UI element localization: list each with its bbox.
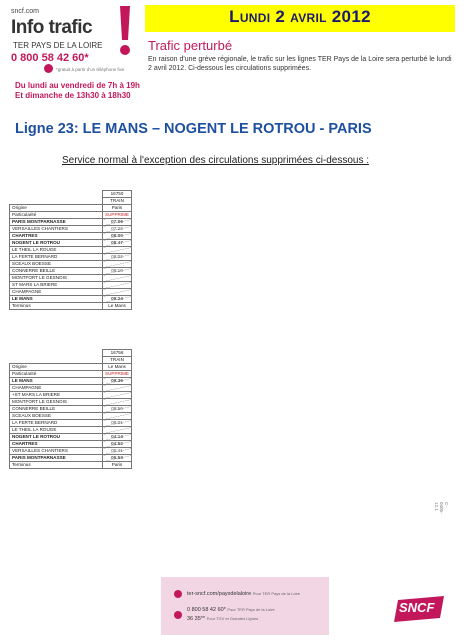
- table-row: [10, 427, 132, 434]
- notice-date: Lundi 2 avril 2012: [229, 7, 371, 26]
- table-row: [10, 434, 132, 441]
- footer-phone2-note: Pour TGV et Grandes Lignes: [206, 616, 259, 621]
- table-row: [10, 462, 132, 469]
- footer-phone2: [187, 616, 258, 622]
- departure-time: SUPPRIME: [103, 371, 132, 378]
- departure-time: [103, 427, 132, 434]
- departure-time: [103, 289, 132, 296]
- table-row: [10, 420, 132, 427]
- train-label: TRAIN: [103, 198, 132, 205]
- train-label: TRAIN: [103, 357, 132, 364]
- departure-time: 04:14: [103, 434, 132, 441]
- departure-time: 05:53: [103, 455, 132, 462]
- station-name: LA FERTE BERNARD: [10, 420, 103, 427]
- table-row: [10, 296, 132, 303]
- document-code: C-0405-12.1: [434, 502, 449, 514]
- station-name: PARIS MONTPARNASSE: [10, 219, 103, 226]
- footer-phone: [187, 607, 275, 613]
- table-row: [10, 441, 132, 448]
- timetable-1: [9, 190, 132, 310]
- phone-icon: [174, 611, 182, 619]
- table-row: [10, 254, 132, 261]
- station-name: CONNERRE BEILLE: [10, 268, 103, 275]
- station-name: SCEAUX BOESSE: [10, 261, 103, 268]
- station-name: CHARTRES: [10, 441, 103, 448]
- station-name: LE MANS: [10, 378, 103, 385]
- departure-time: Paris: [103, 205, 132, 212]
- table-row: [10, 303, 132, 310]
- train-number: 16756: [103, 350, 132, 357]
- departure-time: 07:22: [103, 226, 132, 233]
- site-name: sncf.com: [11, 8, 40, 15]
- contact-footer: [161, 577, 329, 635]
- departure-time: Paris: [103, 462, 132, 469]
- station-name: CONNERRE BEILLE: [10, 406, 103, 413]
- station-name: NOGENT LE ROTROU: [10, 240, 103, 247]
- station-name: ST MARS LA BRIERE: [10, 282, 103, 289]
- phone-number: 0 800 58 42 60*: [11, 52, 89, 64]
- table-row: [10, 448, 132, 455]
- phone-note: *gratuit à partir d'un téléphone fixe: [56, 67, 125, 72]
- footer-phone2-number: 36 35**: [187, 616, 206, 622]
- blank-cell: [10, 191, 103, 198]
- station-name: Origine: [10, 364, 103, 371]
- departure-time: [103, 399, 132, 406]
- footer-web[interactable]: [187, 591, 300, 597]
- station-name: CHAMPAGNE: [10, 289, 103, 296]
- web-icon: [174, 590, 182, 598]
- notice-description: En raison d'une grève régionale, le trafic sur les lignes TER Pays de la Loire sera perturbé le lundi 2 avril 2012. Ci-dessous les circulations supprimées.: [148, 56, 452, 72]
- traffic-status: Trafic perturbé: [148, 38, 233, 53]
- station-name: MONTFORT LE GESNOIS: [10, 275, 103, 282]
- blank-cell: [10, 350, 103, 357]
- phone-icon: [44, 64, 53, 73]
- departure-time: 09:02: [103, 254, 132, 261]
- timetable-2: [9, 349, 132, 469]
- departure-time: [103, 261, 132, 268]
- table-row: [10, 219, 132, 226]
- table-row: [10, 406, 132, 413]
- table-row: [10, 261, 132, 268]
- station-name: LA FERTE BERNARD: [10, 254, 103, 261]
- station-name: VERSAILLES CHANTIERS: [10, 226, 103, 233]
- footer-web-url[interactable]: ter-sncf.com/paysdelaloire: [187, 591, 252, 597]
- station-name: LE THEIL LA ROUGE: [10, 247, 103, 254]
- station-name: Particularité: [10, 371, 103, 378]
- departure-time: 04:52: [103, 441, 132, 448]
- train-number: 16750: [103, 191, 132, 198]
- station-name: CHAMPAGNE: [10, 385, 103, 392]
- opening-hours-sunday: Et dimanche de 13h30 à 18h30: [15, 91, 131, 100]
- table-row: [10, 205, 132, 212]
- table-row: [10, 371, 132, 378]
- station-name: VERSAILLES CHANTIERS: [10, 448, 103, 455]
- departure-time: Le Mans: [103, 303, 132, 310]
- departure-time: Le Mans: [103, 364, 132, 371]
- departure-time: 08:47: [103, 240, 132, 247]
- table-row: [10, 275, 132, 282]
- departure-time: 09:01: [103, 420, 132, 427]
- station-name: SCEAUX BOESSE: [10, 413, 103, 420]
- table-row: [10, 385, 132, 392]
- service-note: Service normal à l'exception des circulations supprimées ci-dessous :: [62, 155, 370, 166]
- station-name: Terminus: [10, 462, 103, 469]
- departure-time: [103, 392, 132, 399]
- table-row: [10, 392, 132, 399]
- table-row: [10, 233, 132, 240]
- station-name: NOGENT LE ROTROU: [10, 434, 103, 441]
- station-name: LE MANS: [10, 296, 103, 303]
- departure-time: 09:10: [103, 268, 132, 275]
- table-row: [10, 247, 132, 254]
- region-name: TER PAYS DE LA LOIRE: [13, 41, 103, 50]
- footer-phone-number: 0 800 58 42 60*: [187, 607, 226, 613]
- departure-time: [103, 282, 132, 289]
- departure-time: 08:00: [103, 233, 132, 240]
- brand-title: Info trafic: [11, 17, 93, 38]
- sncf-logo-text: SNCF: [399, 600, 435, 615]
- station-name: CHARTRES: [10, 233, 103, 240]
- footer-web-note: Pour TER Pays de la Loire: [252, 591, 301, 596]
- table-row: [10, 399, 132, 406]
- station-name: PARIS MONTPARNASSE: [10, 455, 103, 462]
- station-name: Terminus: [10, 303, 103, 310]
- exclamation-icon: [117, 6, 133, 58]
- table-row: [10, 212, 132, 219]
- departure-time: 05:41: [103, 448, 132, 455]
- departure-time: 09:50: [103, 406, 132, 413]
- line-title: Ligne 23: LE MANS – NOGENT LE ROTROU - PARIS: [15, 121, 372, 137]
- departure-time: 09:24: [103, 296, 132, 303]
- opening-hours-weekday: Du lundi au vendredi de 7h à 19h: [15, 81, 140, 90]
- table-row: [10, 226, 132, 233]
- departure-time: [103, 275, 132, 282]
- table-row: [10, 378, 132, 385]
- station-name: Origine: [10, 205, 103, 212]
- departure-time: [103, 385, 132, 392]
- table-row: [10, 455, 132, 462]
- table-row: [10, 289, 132, 296]
- departure-time: [103, 247, 132, 254]
- blank-cell: [10, 357, 103, 364]
- table-row: [10, 240, 132, 247]
- table-row: [10, 413, 132, 420]
- station-name: MONTFORT LE GESNOIS: [10, 399, 103, 406]
- table-row: [10, 282, 132, 289]
- departure-time: [103, 413, 132, 420]
- blank-cell: [10, 198, 103, 205]
- departure-time: SUPPRIME: [103, 212, 132, 219]
- footer-phone-note: Pour TER Pays de la Loire: [227, 607, 275, 612]
- station-name: +ST MARS LA BRIERE: [10, 392, 103, 399]
- table-row: [10, 364, 132, 371]
- departure-time: 09:36: [103, 378, 132, 385]
- table-row: [10, 268, 132, 275]
- station-name: LE THEIL LA ROUGE: [10, 427, 103, 434]
- station-name: Particularité: [10, 212, 103, 219]
- departure-time: 07:06: [103, 219, 132, 226]
